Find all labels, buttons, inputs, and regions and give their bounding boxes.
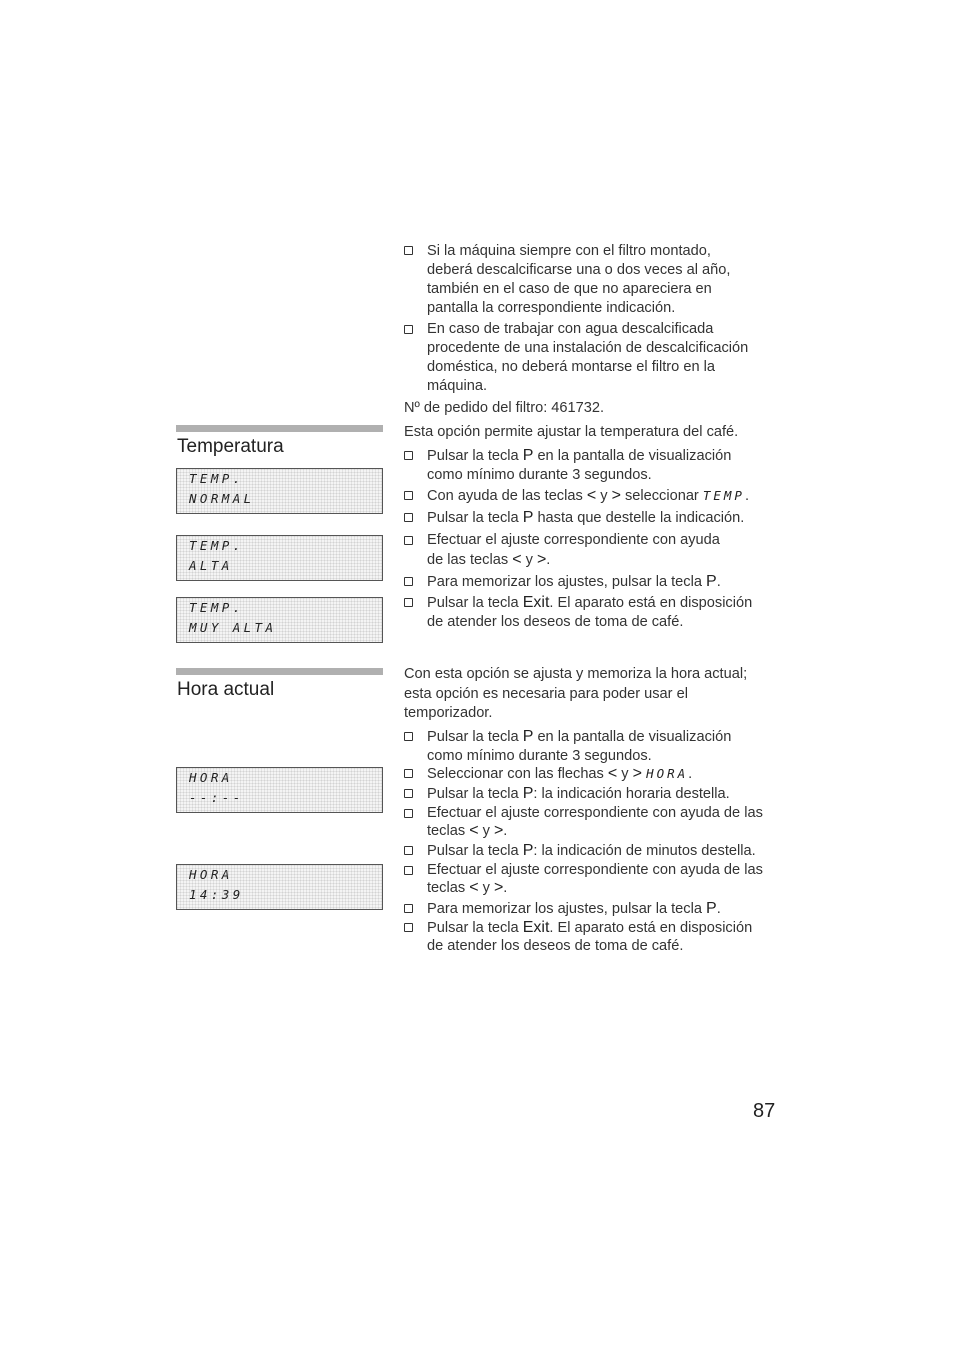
lcd-line: ALTA	[189, 558, 233, 573]
checkbox-bullet-icon	[404, 536, 413, 545]
lcd-display	[176, 767, 383, 813]
text-line: doméstica, no deberá montarse el filtro en la	[427, 359, 715, 375]
checkbox-bullet-icon	[404, 866, 413, 875]
lcd-line: --:--	[189, 790, 244, 805]
checkbox-bullet-icon	[404, 809, 413, 818]
checkbox-bullet-icon	[404, 451, 413, 460]
checkbox-bullet-icon	[404, 491, 413, 500]
section-heading-temperatura: Temperatura	[177, 436, 284, 457]
checkbox-bullet-icon	[404, 598, 413, 607]
checkbox-bullet-icon	[404, 246, 413, 255]
key-right: >	[493, 822, 504, 839]
section-rule	[176, 668, 383, 675]
lcd-line: TEMP.	[189, 600, 244, 615]
key-exit: Exit	[522, 919, 550, 936]
lcd-line: 14:39	[189, 887, 244, 902]
key-p: P	[522, 785, 534, 802]
text-line: máquina.	[427, 378, 488, 394]
lcd-text: HORA	[646, 766, 689, 781]
text-line: deberá descalcificarse una o dos veces al año,	[427, 262, 731, 278]
lcd-line: MUY ALTA	[189, 620, 277, 635]
key-p: P	[522, 447, 534, 464]
checkbox-bullet-icon	[404, 325, 413, 334]
checkbox-bullet-icon	[404, 732, 413, 741]
key-left: <	[469, 822, 479, 839]
section-heading-hora: Hora actual	[177, 679, 275, 700]
key-exit: Exit	[522, 594, 550, 611]
key-left: <	[586, 487, 597, 504]
lcd-display	[176, 864, 383, 910]
lcd-line: TEMP.	[189, 471, 244, 486]
lcd-line: HORA	[189, 867, 233, 882]
checkbox-bullet-icon	[404, 846, 413, 855]
key-p: P	[522, 509, 534, 526]
text-line: Si la máquina siempre con el filtro montado,	[427, 243, 711, 259]
key-right: >	[611, 487, 621, 504]
lcd-line: HORA	[189, 770, 233, 785]
checkbox-bullet-icon	[404, 789, 413, 798]
key-left: <	[469, 879, 479, 896]
lcd-display	[176, 468, 383, 514]
key-left: <	[607, 765, 618, 782]
key-p: P	[706, 573, 717, 590]
lcd-display	[176, 597, 383, 643]
text-line: pantalla la correspondiente indicación.	[427, 300, 676, 316]
checkbox-bullet-icon	[404, 577, 413, 586]
lcd-text: TEMP	[702, 488, 745, 503]
temperatura-intro: Esta opción permite ajustar la temperatura del café.	[404, 424, 739, 440]
key-right: >	[493, 879, 504, 896]
lcd-display	[176, 535, 383, 581]
hora-intro: Con esta opción se ajusta y memoriza la hora actual; esta opción es necesaria para poder usar el temporizador.	[404, 666, 748, 721]
lcd-line: TEMP.	[189, 538, 244, 553]
checkbox-bullet-icon	[404, 769, 413, 778]
key-right: >	[536, 551, 547, 568]
checkbox-bullet-icon	[404, 904, 413, 913]
text-line: En caso de trabajar con agua descalcificada	[427, 321, 714, 337]
key-p: P	[522, 842, 534, 859]
page-number: 87	[753, 1100, 776, 1122]
key-p: P	[522, 728, 534, 745]
text-line: también en el caso de que no apareciera en	[427, 281, 712, 297]
checkbox-bullet-icon	[404, 513, 413, 522]
text-line: procedente de una instalación de descalcificación	[427, 340, 749, 356]
key-right: >	[632, 765, 642, 782]
section-rule	[176, 425, 383, 432]
lcd-line: NORMAL	[189, 491, 255, 506]
order-note: Nº de pedido del filtro: 461732.	[404, 400, 605, 416]
checkbox-bullet-icon	[404, 923, 413, 932]
key-left: <	[512, 551, 522, 568]
key-p: P	[706, 900, 717, 917]
